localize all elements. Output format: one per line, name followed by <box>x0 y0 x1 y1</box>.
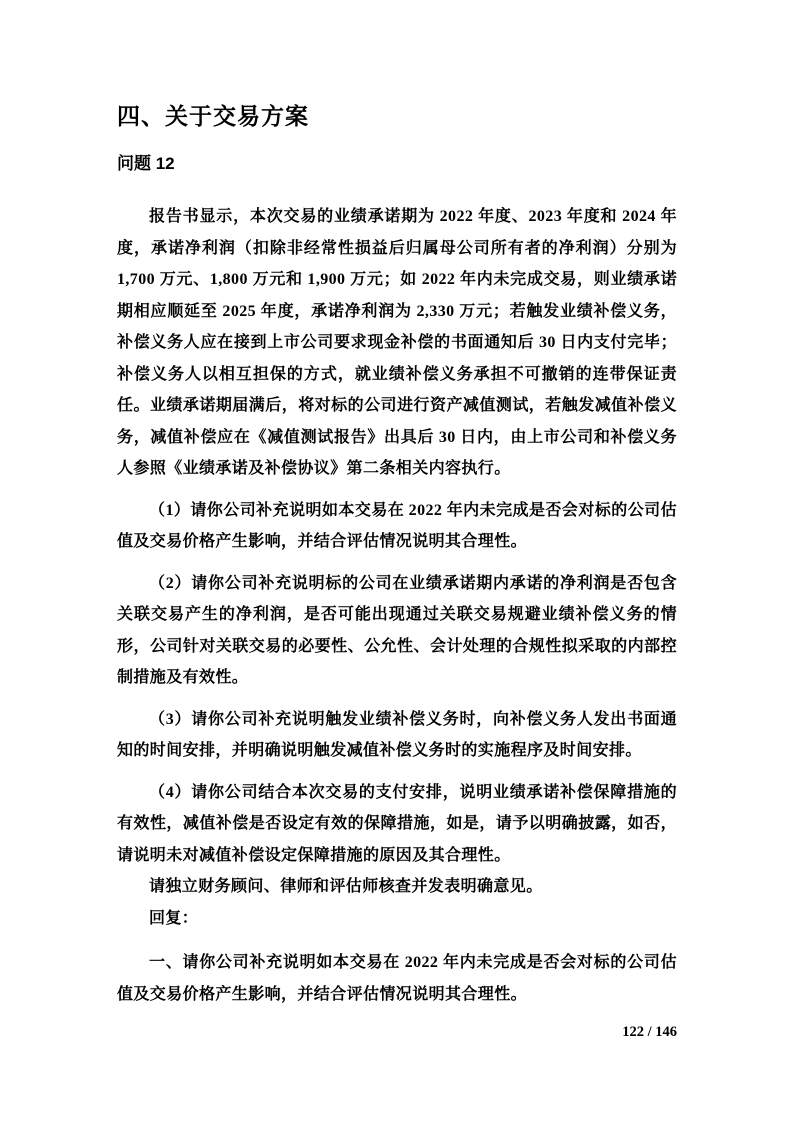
section-heading: 四、关于交易方案 <box>117 103 309 129</box>
question-item-4-paragraph: （4）请你公司结合本次交易的支付安排，说明业绩承诺补偿保障措施的有效性，减值补偿是否设定有效的保障措施，如是，请予以明确披露，如否，请说明未对减值补偿设定保障措施的原因及其合理性。 <box>117 783 677 864</box>
question-item-2-paragraph: （2）请你公司补充说明标的公司在业绩承诺期内承诺的净利润是否包含关联交易产生的净利润，是否可能出现通过关联交易规避业绩补偿义务的情形，公司针对关联交易的必要性、公允性、会计处理的合规性拟采取的内部控制措施及有效性。 <box>117 574 677 686</box>
verification-request-paragraph: 请独立财务顾问、律师和评估师核查并发表明确意见。 <box>149 878 543 895</box>
reply-section-1-paragraph: 一、请你公司补充说明如本交易在 2022 年内未完成是否会对标的公司估值及交易价格产生影响，并结合评估情况说明其合理性。 <box>117 954 677 1003</box>
reply-label: 回复： <box>149 909 199 927</box>
question-number-heading: 问题 12 <box>117 154 175 173</box>
question-item-1-paragraph: （1）请你公司补充说明如本交易在 2022 年内未完成是否会对标的公司估值及交易价格产生影响，并结合评估情况说明其合理性。 <box>117 501 677 550</box>
question-background-paragraph: 报告书显示，本次交易的业绩承诺期为 2022 年度、2023 年度和 2024 年度，承诺净利润（扣除非经常性损益后归属母公司所有者的净利润）分别为 1,700 万元、1,800 万元和 1,900 万元；如 2022 年内未完成交易，则业绩承诺期相应顺延至 2025 年度，承诺净利润为 2,330 万元；若触发业绩补偿义务，补偿义务人应在接到上市公司要求现金补偿的书面通知后 30 日内支付完毕；补偿义务人以相互担保的方式，就业绩补偿义务承担不可撤销的连带保证责任。业绩承诺期届满后，将对标的公司进行资产减值测试，若触发减值补偿义务，减值补偿应在《减值测试报告》出具后 30 日内，由上市公司和补偿义务人参照《业绩承诺及补偿协议》第二条相关内容执行。 <box>117 208 677 477</box>
page-content <box>117 0 677 1010</box>
page-number: 122 / 146 <box>622 1024 677 1040</box>
question-item-3-paragraph: （3）请你公司补充说明触发业绩补偿义务时，向补偿义务人发出书面通知的时间安排，并明确说明触发减值补偿义务时的实施程序及时间安排。 <box>117 710 677 759</box>
